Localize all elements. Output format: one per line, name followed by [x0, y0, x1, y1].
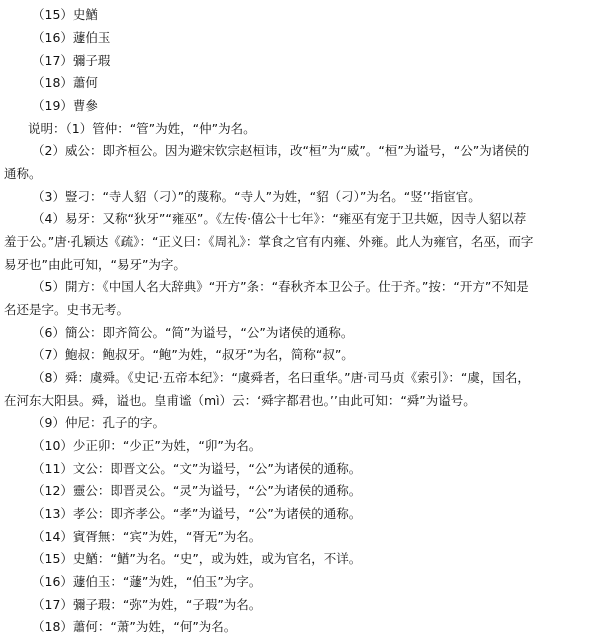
- note-paragraph: （15）史鰌：“鰌”为名。“史”，或为姓，或为官名，不详。: [32, 551, 362, 566]
- note-paragraph: （7）鮑叔：鲍叔牙。“鲍”为姓，“叔牙”为名，简称“叔”。: [32, 347, 354, 362]
- note-paragraph: （6）簡公：即齐简公。“简”为谥号，“公”为诸侯的通称。: [32, 325, 354, 340]
- note-heading: 说明：（1）管仲：“管”为姓，“仲”为名。: [28, 121, 256, 136]
- list-item: （15）史鰌: [32, 7, 98, 22]
- note-paragraph: （10）少正卯：“少正”为姓，“卯”为名。: [32, 438, 262, 453]
- note-paragraph: （12）靈公：即晋灵公。“灵”为谥号，“公”为诸侯的通称。: [32, 483, 362, 498]
- list-item: （17）彌子瑕: [32, 53, 111, 68]
- list-item: （19）曹參: [32, 98, 98, 113]
- note-paragraph-continued: 在河东大阳县。舜，谥也。皇甫谧（mì）云：‘舜字都君也。’’由此可知：“舜”为谥号。: [4, 393, 476, 408]
- note-paragraph-continued: 羞于公。”唐·孔颖达《疏》：“正义曰：《周礼》：掌食之官有内雍、外雍。此人为雍官，名巫，而字: [4, 234, 534, 249]
- note-paragraph: （3）豎刁：“寺人貂（刁）”的蔑称。“寺人”为姓，“貂（刁）”为名。“竖’’指宦官。: [32, 189, 481, 204]
- note-paragraph: （13）孝公：即齐孝公。“孝”为谥号，“公”为诸侯的通称。: [32, 506, 362, 521]
- note-paragraph: （4）易牙：又称“狄牙”“雍巫”。《左传·僖公十七年》：“雍巫有宠于卫共姬，因寺人貂以荐: [32, 211, 527, 226]
- note-paragraph: （18）蕭何：“萧”为姓，“何”为名。: [32, 619, 237, 634]
- note-paragraph-continued: 易牙也”由此可知，“易牙”为字。: [4, 257, 186, 272]
- list-item: （18）蕭何: [32, 75, 98, 90]
- note-paragraph-continued: 名还是字。史书无考。: [4, 302, 130, 317]
- note-paragraph: （2）威公：即齐桓公。因为避宋钦宗赵桓讳，改“桓”为“威”。“桓”为谥号，“公”为诸侯的: [32, 143, 530, 158]
- note-paragraph-continued: 通称。: [4, 166, 42, 181]
- note-paragraph: （17）彌子瑕：“弥”为姓，“子瑕”为名。: [32, 597, 262, 612]
- note-paragraph: （11）文公：即晋文公。“文”为谥号，“公”为诸侯的通称。: [32, 461, 362, 476]
- note-paragraph: （5）開方：《中国人名大辞典》“开方”条：“春秋齐本卫公子。仕于齐。”按：“开方”不知是: [32, 279, 529, 294]
- note-paragraph: （9）仲尼：孔子的字。: [32, 415, 165, 430]
- list-item: （16）蘧伯玉: [32, 30, 111, 45]
- note-paragraph: （8）舜：虞舜。《史记·五帝本纪》：“虞舜者，名曰重华。”唐·司马贞《索引》：“虞，国名，: [32, 370, 530, 385]
- note-paragraph: （16）蘧伯玉：“蘧”为姓，“伯玉”为字。: [32, 574, 262, 589]
- note-paragraph: （14）賓胥無：“宾”为姓，“胥无”为名。: [32, 529, 262, 544]
